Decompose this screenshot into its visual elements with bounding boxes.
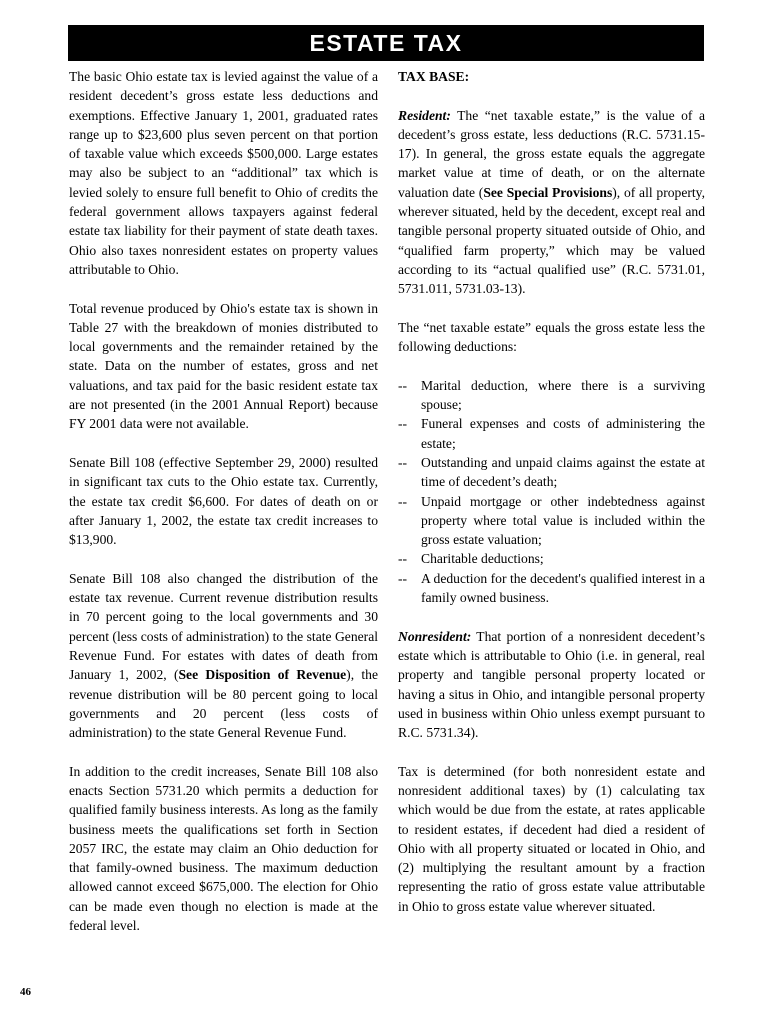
revenue-paragraph: Total revenue produced by Ohio's estate tax is shown in Table 27 with the breakdown of monies distributed to local governments and the remainder retained by the state. Data on the number of estates, gross and net valuations, and tax paid for the basic resident estate tax are not presented (in the 2001 Annual Report) because FY 2001 data were not available.	[69, 300, 378, 432]
nonresident-paragraph	[398, 627, 705, 743]
intro-paragraph: The basic Ohio estate tax is levied against the value of a resident decedent’s gross estate less deductions and exemptions. Effective January 1, 2001, graduated rates range up to $23,600 plus seven percent on that portion of taxable value which exceeds $500,000. Large estates may also be subject to an “additional” tax which is levied solely to ensure full benefit to Ohio of credits the federal government allows taxpayers against federal estate tax liability for their payment of state death taxes. Ohio also taxes nonresident estates on property values attributable to Ohio.	[69, 69, 378, 277]
dash-marker: --	[398, 454, 408, 470]
nonresident-term: Nonresident:	[398, 628, 472, 644]
disposition-reference: See Disposition of Revenue	[178, 667, 347, 683]
resident-text-a: The “net taxable estate,” is the value of a decedent’s gross estate, less deductions (R.C. 5731.15-17). In general, the gross estate equals the aggregate market value at time of death, or on the alternate valuation date (	[398, 107, 705, 200]
deduction-item	[398, 492, 705, 550]
deduction-text: Outstanding and unpaid claims against the estate at time of decedent’s death;	[421, 454, 705, 490]
deduction-item	[398, 414, 705, 453]
family-business-paragraph: In addition to the credit increases, Senate Bill 108 also enacts Section 5731.20 which permits a deduction for qualified family business interests. As long as the family business meets the qualifications set forth in Section 2057 IRC, the estate may claim an Ohio deduction for that family-owned business. The maximum deduction allowed cannot exceed $675,000. The election for Ohio can be made even though no election is made at the federal level.	[69, 763, 378, 934]
distribution-paragraph	[69, 569, 378, 743]
dash-marker: --	[398, 551, 408, 567]
tax-base-heading: TAX BASE:	[398, 69, 470, 84]
deduction-item	[398, 569, 705, 608]
deduction-item	[398, 549, 705, 568]
resident-term: Resident:	[398, 107, 451, 123]
page-title: ESTATE TAX	[309, 29, 463, 56]
dash-marker: --	[398, 416, 408, 432]
deduction-text: Unpaid mortgage or other indebtedness against property where total value is included within the gross estate valuation;	[421, 493, 705, 548]
nonresident-text: That portion of a nonresident decedent’s estate which is attributable to Ohio (i.e. in general, real property and tangible personal property located or having a situs in Ohio, and intangible personal property used in business within Ohio unless exempt pursuant to R.C. 5731.34).	[398, 628, 705, 741]
distribution-text-b: ), the revenue distribution will be 80 percent going to local governments and 20 percent (less costs of administration) to the state General Revenue Fund.	[69, 667, 379, 741]
tax-determination-paragraph: Tax is determined (for both nonresident estate and nonresident additional taxes) by (1) calculating tax which would be due from the estate, at rates applicable to resident estates, if decedent had died a resident of Ohio with all property situated or located in Ohio, and (2) multiplying the resultant amount by a fraction representing the ratio of gross estate value attributable in Ohio to gross estate value wherever situated.	[398, 763, 705, 914]
deduction-text: Funeral expenses and costs of administering the estate;	[421, 416, 705, 451]
right-column	[398, 67, 705, 935]
dash-marker: --	[398, 570, 408, 586]
special-provisions-reference: See Special Provisions	[483, 184, 613, 200]
dash-marker: --	[398, 493, 408, 509]
net-taxable-intro: The “net taxable estate” equals the gross estate less the following deductions:	[398, 319, 705, 355]
senate-bill-credit-paragraph: Senate Bill 108 (effective September 29, 2000) resulted in significant tax cuts to the Ohio estate tax. Currently, the estate tax credit $6,600. For dates of death on or after January 1, 2002, the estate tax credit increases to $13,900.	[69, 454, 378, 548]
left-column	[69, 67, 378, 955]
distribution-text-a: Senate Bill 108 also changed the distribution of the estate tax revenue. Current revenue distribution results in 70 percent going to the local governments and 30 percent (less costs of administration) to the state General Revenue Fund. For estates with dates of death from January 1, 2002, (	[69, 570, 378, 683]
deduction-item	[398, 376, 705, 415]
deduction-item	[398, 453, 705, 492]
deductions-list	[398, 376, 705, 608]
deduction-text: Marital deduction, where there is a surviving spouse;	[421, 377, 705, 413]
page-number: 46	[20, 986, 31, 998]
deduction-text: A deduction for the decedent's qualified interest in a family owned business.	[421, 570, 705, 606]
resident-text-b: ), of all property, wherever situated, held by the decedent, except real and tangible personal property situated outside of Ohio, and “qualified farm property,” which may be valued according to its “actual qualified use” (R.C. 5731.01, 5731.011, 5731.03-13).	[398, 184, 705, 297]
deduction-text: Charitable deductions;	[421, 551, 544, 567]
dash-marker: --	[398, 377, 408, 393]
title-banner	[68, 25, 704, 61]
resident-paragraph	[398, 106, 705, 299]
